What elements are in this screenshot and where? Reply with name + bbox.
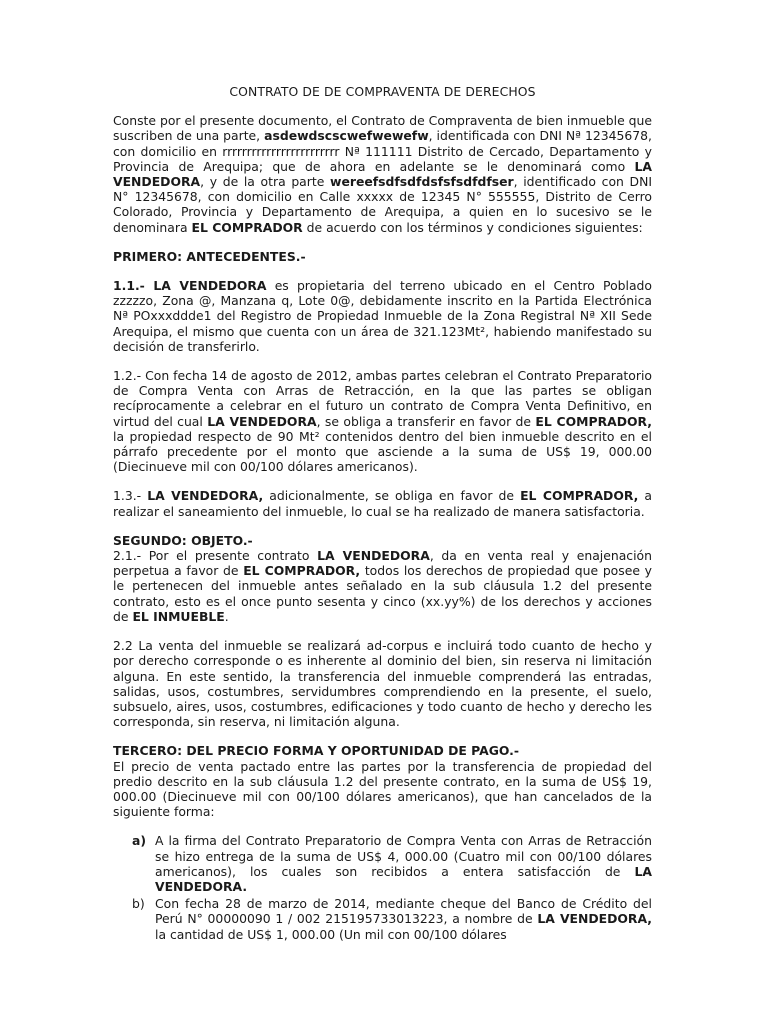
seller-role: LA VENDEDORA [113, 158, 652, 190]
section-heading-primero: PRIMERO: ANTECEDENTES.- [113, 248, 306, 264]
list-marker: b) [132, 896, 145, 912]
seller-name: asdewdscscwefwewefw [264, 128, 429, 144]
clause-1-3: 1.3.- LA VENDEDORA, adicionalmente, se obliga en favor de EL COMPRADOR, a realizar el saneamiento del inmueble, lo cual se ha realizado de manera satisfactoria. [113, 488, 653, 519]
buyer-name: wereefsdfsdfdsfsfsdfdfser [330, 174, 514, 190]
intro-paragraph: Conste por el presente documento, el Contrato de Compraventa de bien inmueble que suscriben de una parte, asdewdscscwefwewefw, identificada con DNI Nª 12345678, con domicilio en rrrrrrrrrrrrrrrrrrrrrrrr Nª 111111 Distrito de Cercado, Departamento y Provincia de Arequipa; que de ahora en adelante se le denominará como LA VENDEDORA, y de la otra parte wereefsdfsdfdsfsfsdfdfser, identificado con DNI N° 12345678, con domicilio en Calle xxxxx de 12345 N° 555555, Distrito de Cerro Colorado, Provincia y Departamento de Arequipa, a quien en lo sucesivo se le denominara EL COMPRADOR de acuerdo con los términos y condiciones siguientes: [113, 113, 652, 235]
clause-2-1: 2.1.- Por el presente contrato LA VENDEDORA, da en venta real y enajenación perpetua a favor de EL COMPRADOR, todos los derechos de propiedad que posee y le pertenecen del inmueble antes señalado en la sub cláusula 1.2 del presente contrato, esto es el once punto sesenta y cinco (xx.yy%) de los derechos y acciones de EL INMUEBLE. [113, 548, 652, 624]
section-heading-tercero: TERCERO: DEL PRECIO FORMA Y OPORTUNIDAD DE PAGO.- [113, 743, 519, 759]
document-title: CONTRATO DE DE COMPRAVENTA DE DERECHOS [229, 84, 536, 99]
section-heading-segundo: SEGUNDO: OBJETO.- [113, 532, 253, 548]
buyer-role: EL COMPRADOR [191, 219, 303, 235]
clause-2-2: 2.2 La venta del inmueble se realizará ad-corpus e incluirá todo cuanto de hecho y por derecho corresponde o es inherente al dominio del bien, sin reserva ni limitación alguna. En este sentido, la transferencia del inmueble comprenderá las entradas, salidas, usos, costumbres, servidumbres comprendiendo en la presente, el suelo, subsuelo, aires, usos, costumbres, edificaciones y todo cuanto de hecho y derecho les corresponda, sin reserva, ni limitación alguna. [113, 638, 652, 730]
list-item: b) Con fecha 28 de marzo de 2014, mediante cheque del Banco de Crédito del Perú N° 00000090 1 / 002 215195733013223, a nombre de LA VENDEDORA, la cantidad de US$ 1, 000.00 (Un mil con 00/100 dólares [132, 896, 653, 942]
clause-3-text: El precio de venta pactado entre las partes por la transferencia de propiedad del predio descrito en la sub cláusula 1.2 del presente contrato, en la suma de US$ 19, 000.00 (Diecinueve mil con 00/100 dólares americanos), que han cancelados de la siguiente forma: [113, 758, 652, 820]
list-item: a) A la firma del Contrato Preparatorio de Compra Venta con Arras de Retracción se hizo entrega de la suma de US$ 4, 000.00 (Cuatro mil con 00/100 dólares americanos), los cuales son recibidos a entera satisfacción de LA VENDEDORA. [132, 833, 652, 894]
clause-1-1: 1.1.- LA VENDEDORA es propietaria del terreno ubicado en el Centro Poblado zzzzzo, Zona @, Manzana q, Lote 0@, debidamente inscrito en la Partida Electrónica Nª POxxxddde1 del Registro de Propiedad Inmueble de la Zona Registral Nª XII Sede Arequipa, el mismo que cuenta con un área de 321.123Mt², habiendo manifestado su decisión de transferirlo. [113, 278, 652, 354]
contract-body [113, 84, 652, 944]
clause-1-2: 1.2.- Con fecha 14 de agosto de 2012, ambas partes celebran el Contrato Preparatorio de Compra Venta con Arras de Retracción, en la que las partes se obligan recíprocamente a celebrar en el futuro un contrato de Compra Venta Definitivo, en virtud del cual LA VENDEDORA, se obliga a transferir en favor de EL COMPRADOR, la propiedad respecto de 90 Mt² contenidos dentro del bien inmueble descrito en el párrafo precedente por el monto que asciende a la suma de US$ 19, 000.00 (Diecinueve mil con 00/100 dólares americanos). [113, 368, 653, 475]
payment-list [113, 833, 652, 941]
list-marker: a) [132, 833, 147, 849]
